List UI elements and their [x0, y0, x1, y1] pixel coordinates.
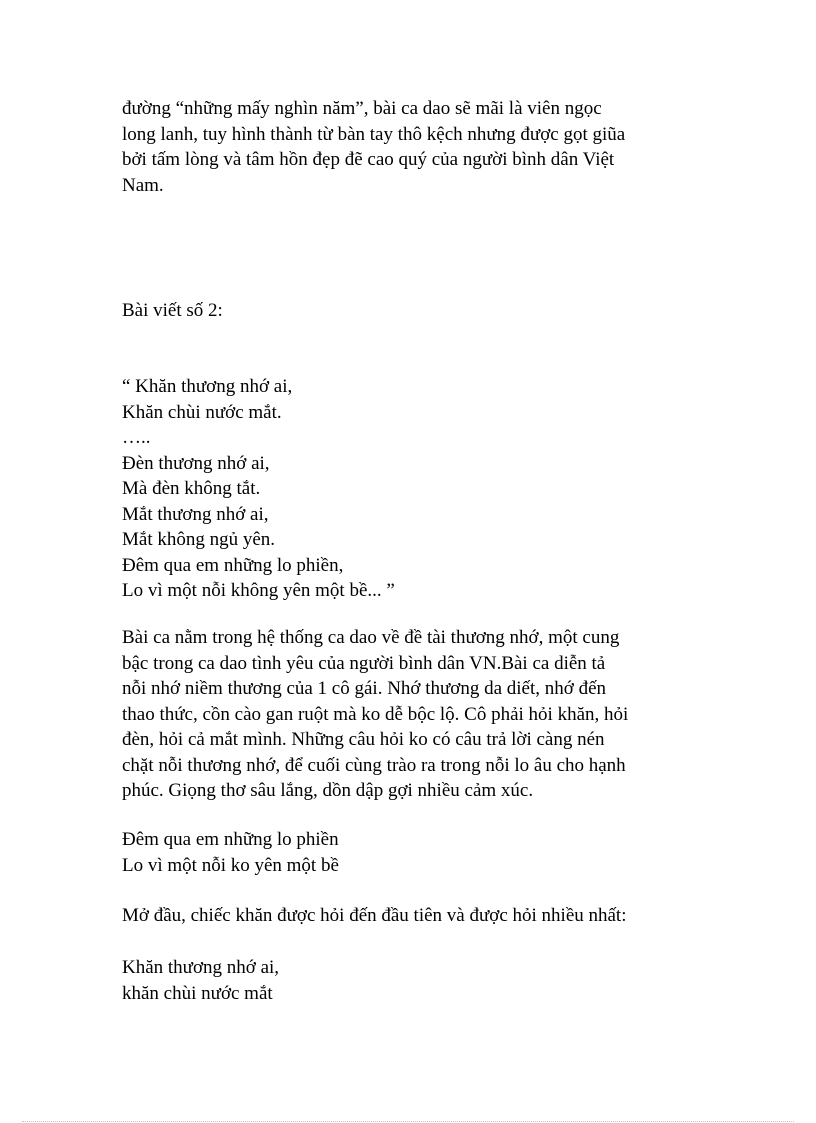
- quote-line: Lo vì một nỗi ko yên một bề: [122, 854, 339, 876]
- poem-line: Mắt không ngủ yên.: [122, 529, 276, 550]
- quote-block: [122, 827, 722, 878]
- paragraph-line: bậc trong ca dao tình yêu của người bình dân VN.Bài ca diễn tả: [122, 652, 606, 674]
- poem-block: [122, 374, 722, 604]
- poem-line: Mà đèn không tắt.: [122, 478, 261, 499]
- quote-line: Đêm qua em những lo phiền: [122, 829, 339, 850]
- section-heading: [122, 298, 722, 324]
- lead-sentence-text: Mở đầu, chiếc khăn được hỏi đến đầu tiên và được hỏi nhiều nhất:: [122, 905, 627, 926]
- section-heading-text: Bài viết số 2:: [122, 300, 223, 321]
- analysis-paragraph: [122, 625, 722, 804]
- poem-line: Khăn chùi nước mắt.: [122, 401, 282, 423]
- paragraph-line: bởi tấm lòng và tâm hồn đẹp đẽ cao quý của người bình dân Việt: [122, 149, 615, 170]
- page-bottom-divider: [22, 1121, 794, 1122]
- paragraph-line: Bài ca nằm trong hệ thống ca dao về đề tài thương nhớ, một cung: [122, 627, 620, 648]
- poem-line: Lo vì một nỗi không yên một bề... ”: [122, 580, 395, 601]
- poem-line: …..: [122, 427, 151, 448]
- lead-sentence: [122, 903, 722, 929]
- quote-line: Khăn thương nhớ ai,: [122, 957, 280, 978]
- paragraph-line: phúc. Giọng thơ sâu lắng, dồn dập gợi nhiều cảm xúc.: [122, 780, 534, 801]
- paragraph-line: thao thức, cồn cào gan ruột mà ko dễ bộc lộ. Cô phải hỏi khăn, hỏi: [122, 703, 629, 725]
- paragraph-line: Nam.: [122, 174, 164, 196]
- poem-line: Mắt thương nhớ ai,: [122, 503, 269, 525]
- paragraph-line: long lanh, tuy hình thành từ bàn tay thô kệch nhưng được gọt giũa: [122, 123, 626, 145]
- paragraph-line: nỗi nhớ niềm thương của 1 cô gái. Nhớ thương da diết, nhớ đến: [122, 678, 606, 699]
- paragraph-line: đèn, hỏi cả mắt mình. Những câu hỏi ko có câu trả lời càng nén: [122, 729, 605, 750]
- poem-line: Đêm qua em những lo phiền,: [122, 554, 344, 576]
- poem-line: Đèn thương nhớ ai,: [122, 452, 270, 474]
- quote-line: khăn chùi nước mắt: [122, 982, 273, 1004]
- paragraph-line: chặt nỗi thương nhớ, để cuối cùng trào ra trong nỗi lo âu cho hạnh: [122, 754, 626, 776]
- poem-line: “ Khăn thương nhớ ai,: [122, 376, 293, 397]
- intro-paragraph: [122, 96, 722, 198]
- quote-block: [122, 955, 722, 1006]
- paragraph-line: đường “những mấy nghìn năm”, bài ca dao sẽ mãi là viên ngọc: [122, 98, 602, 119]
